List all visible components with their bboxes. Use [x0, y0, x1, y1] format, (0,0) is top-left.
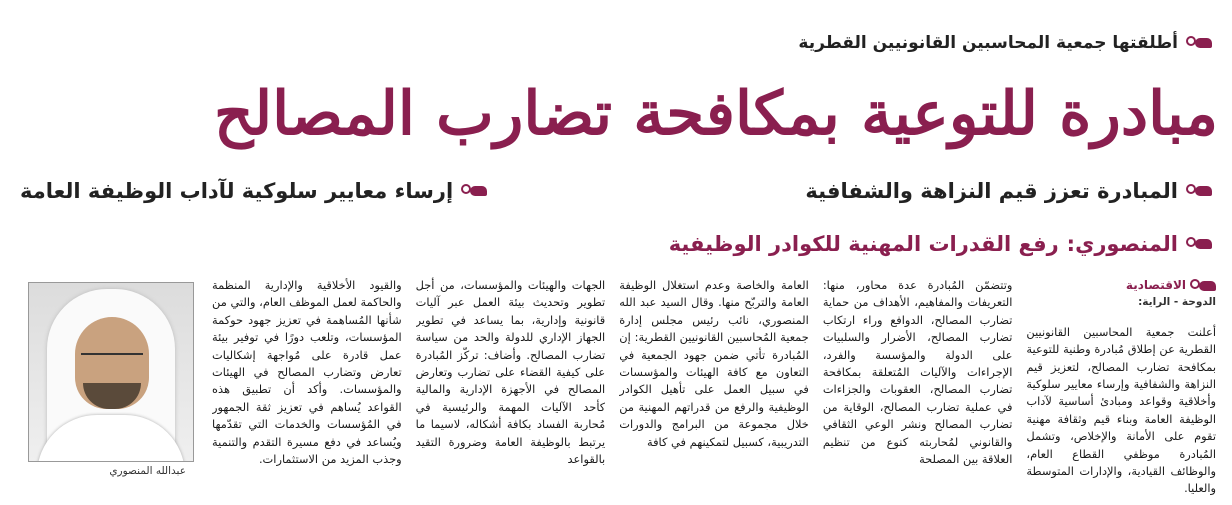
quote-text: رفع القدرات المهنية للكوادر الوظيفية [668, 232, 1059, 256]
article-column-4: الجهات والهيئات والمؤسسات، من أجل تطوير وتحديث بيئة العمل عبر آليات قانونية وإدارية، بما يساعد في تطوير الجهاز الإداري للدولة والحد من سياسة تضارب المصالح. وأضاف: تركّز المُبادرة على كيفية القضاء على تضارب وتعارض المصالح في الأجهزة الإدارية والمالية كأحد الآليات المهمة والرئيسية في مُحاربة الفساد بكافة أشكاله، لاسيما ما يرتبط بالوظيفة العامة وضرورة التقيد بالقواعد [415, 278, 606, 467]
article-column-5: والقيود الأخلاقية والإدارية المنظمة والحاكمة لعمل الموظف العام، والتي من شأنها المُساهمة في تعزيز جهود حوكمة المؤسسات، وتلعب دورًا في توفير بيئة عمل قادرة على مُواجهة إشكاليات تعارض وتضارب المصالح في الهيئات والمؤسسات. وأكد أن تطبيق هذه القواعد يُساهم في تعزيز ثقة الجمهور في المُؤسسات والخدمات التي تقدّمها ويُساعد في دفع مسيرة التقدم والتنمية وجذب المزيد من الاستثمارات. [212, 278, 402, 467]
article-column-2: وتتضمّن المُبادرة عدة محاور، منها: التعريفات والمفاهيم، الأهداف من حماية تضارب المصالح، الدوافع وراء ارتكاب تضارب المصالح، الأضرار والسلبيات على الدولة والمؤسسة والفرد، الإجراءات والآليات المُتعلقة بمكافحة تضارب المصالح، العقوبات والجزاءات في عملية تضارب المصالح، الوقاية من تضارب المصالح ونشر الوعي الثقافي والقانوني لمُحاربته كنوع من تنظيم العلاقة بين المصلحة [822, 278, 1013, 467]
subheads-row [20, 174, 1212, 208]
byline [1026, 277, 1216, 312]
article-column-3: العامة والخاصة وعدم استغلال الوظيفة العامة والتربّح منها. وقال السيد عبد الله المنصوري، نائب رئيس مجلس إدارة جمعية المُحاسبين القانونيين القطرية: إن المُبادرة تأتي ضمن جهود الجمعية في التعاون مع كافة الهيئات والمؤسسات في سبيل العمل على تأهيل الكوادر الوظيفية والرفع من قدراتهم المهنية من خلال مجموعة من البرامج والدورات التدريبية، كسبيل لتمكينهم في كافة [619, 278, 809, 449]
subhead-2 [20, 179, 487, 203]
headline: مبادرة للتوعية بمكافحة تضارب المصالح [213, 79, 1218, 149]
byline-source [1026, 277, 1216, 294]
article-column-1 [1026, 277, 1216, 497]
portrait-caption: عبدالله المنصوري [109, 465, 186, 477]
byline-location: الدوحة - الراية: [1138, 296, 1216, 309]
logo-mark-icon [1186, 237, 1212, 251]
logo-mark-icon [1186, 184, 1212, 198]
byline-source-text: الاقتصادية [1125, 278, 1186, 292]
portrait-image [28, 282, 194, 462]
quote-subhead [20, 226, 1212, 262]
subhead-1 [805, 179, 1212, 203]
kicker-text: أطلقتها جمعية المحاسبين القانونيين القطرية [798, 33, 1178, 53]
logo-mark-icon [461, 184, 487, 198]
quote-speaker: المنصوري: [1066, 232, 1178, 256]
kicker [798, 33, 1212, 53]
logo-mark-icon [1190, 279, 1216, 293]
logo-mark-icon [1186, 36, 1212, 50]
subhead-1-text: المبادرة تعزز قيم النزاهة والشفافية [805, 179, 1178, 203]
article-columns [212, 277, 1216, 497]
column-1-text: أعلنت جمعية المحاسبين القانونيين القطرية عن إطلاق مُبادرة وطنية للتوعية بمكافحة تضارب المصالح، لتعزيز قيم النزاهة والشفافية وإرساء معايير سلوكية وأخلاقية وقواعد ومبادئ أساسية لآداب الوظيفة العامة وبناء قيم وثقافة مهنية تقوم على الأمانة والإخلاص، وتشمل المُبادرة موظفي القطاع العام، والوظائف القيادية، والإدارات المتوسطة والعليا. [1026, 324, 1216, 496]
portrait [24, 282, 194, 485]
subhead-2-text: إرساء معايير سلوكية لآداب الوظيفة العامة [20, 179, 454, 203]
